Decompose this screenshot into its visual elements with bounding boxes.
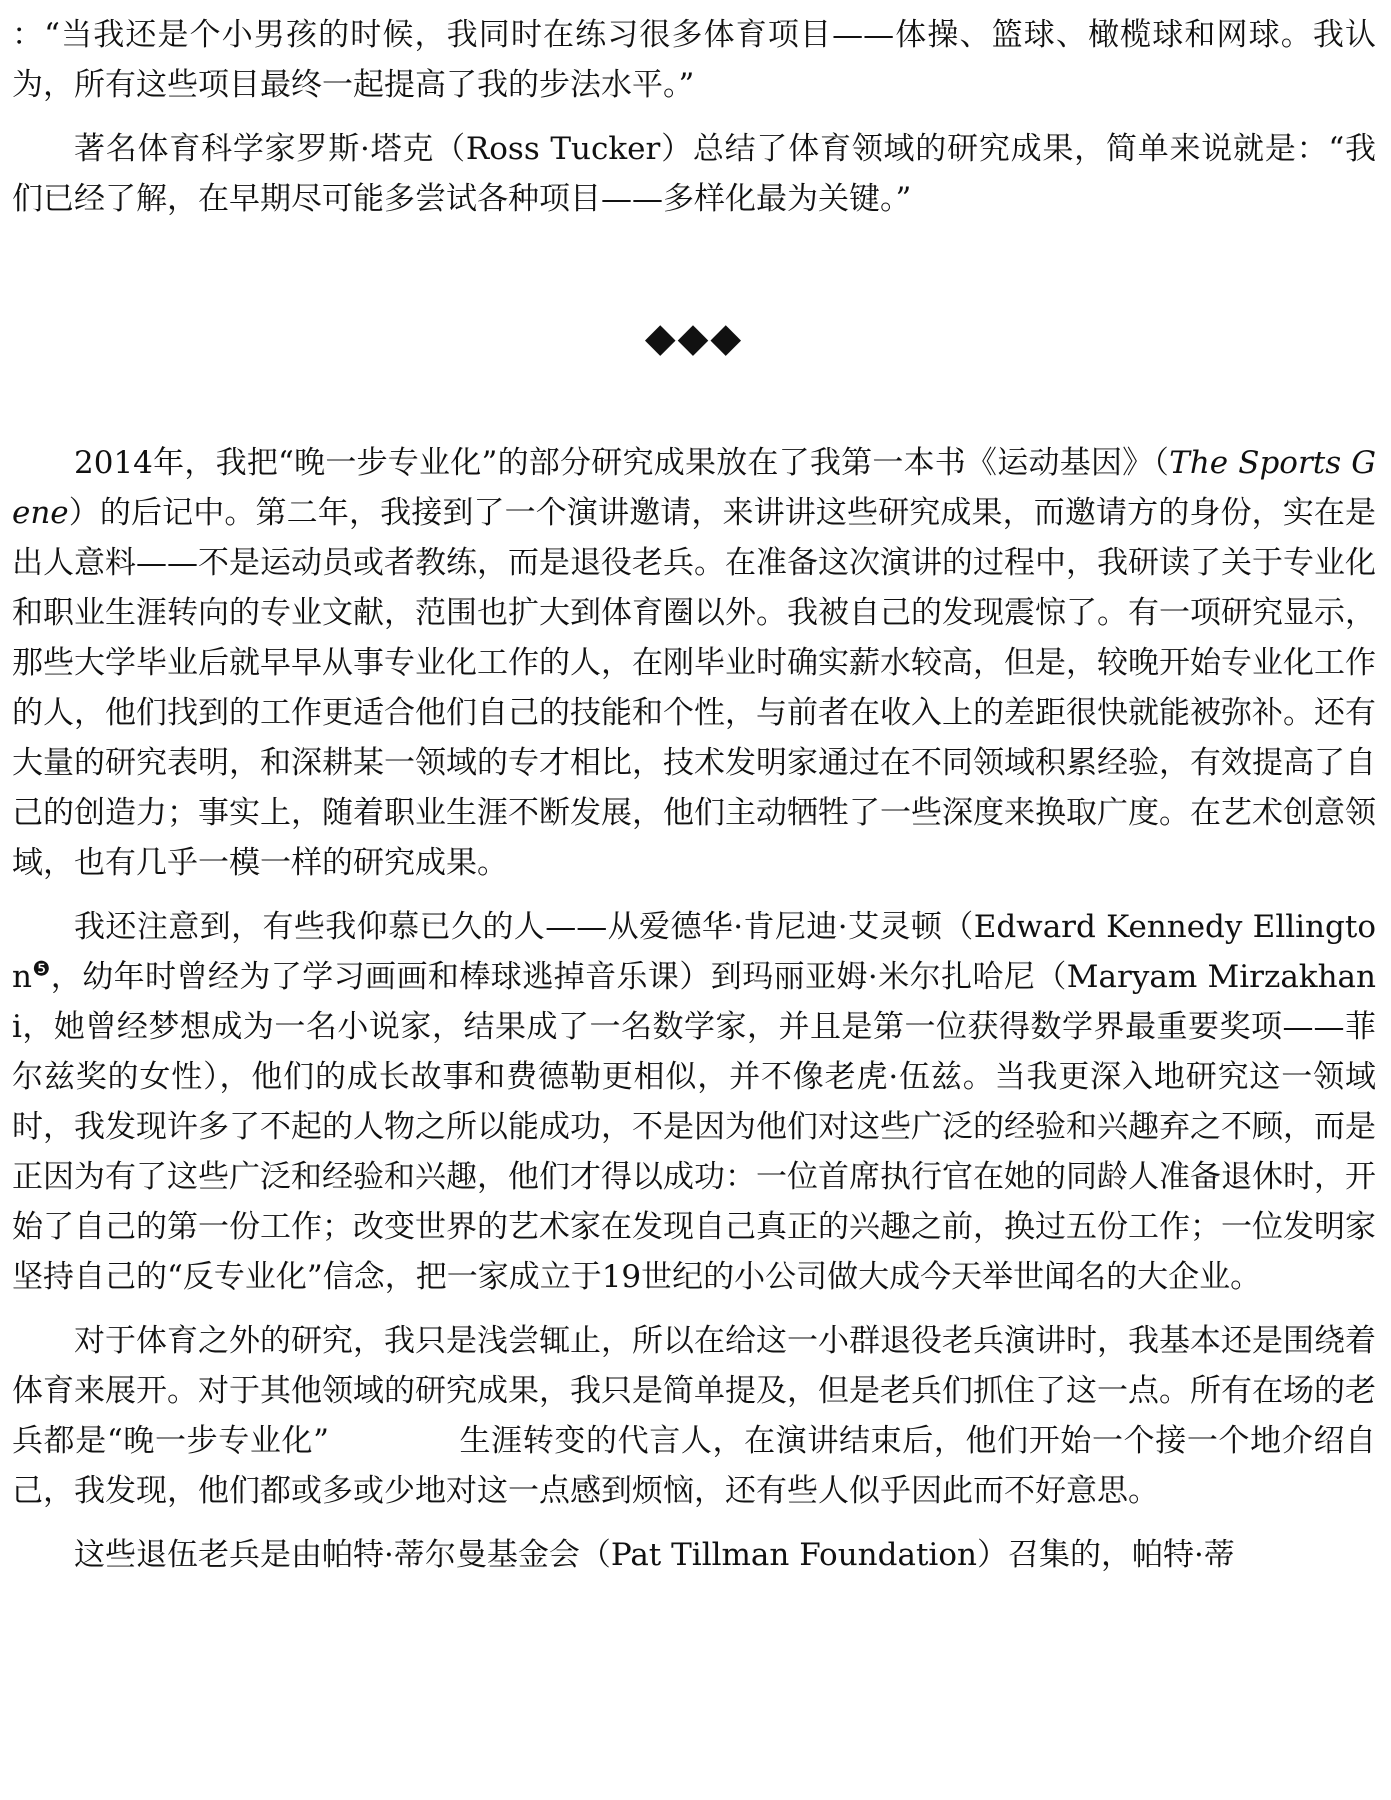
text-run: 我还注意到，有些我仰慕已久的人——从爱德华·肯尼迪·艾灵顿（Edward Kennedy Ellington: [12, 909, 1376, 995]
diamond-ornament-icon: ◆◆◆: [644, 315, 744, 361]
text-run: ）的后记中。第二年，我接到了一个演讲邀请，来讲讲这些研究成果，而邀请方的身份，实在是出人意料——不是运动员或者教练，而是退役老兵。在准备这次演讲的过程中，我研读了关于专业化和职业生涯转向的专业文献，范围也扩大到体育圈以外。我被自己的发现震惊了。有一项研究显示，那些大学毕业后就早早从事专业化工作的人，在刚毕业时确实薪水较高，但是，较晚开始专业化工作的人，他们找到的工作更适合他们自己的技能和个性，与前者在收入上的差距很快就能被弥补。还有大量的研究表明，和深耕某一领域的专才相比，技术发明家通过在不同领域积累经验，有效提高了自己的创造力；事实上，随着职业生涯不断发展，他们主动牺牲了一些深度来换取广度。在艺术创意领域，也有几乎一模一样的研究成果。: [12, 495, 1376, 881]
text-run: 生涯转变的代言人，在演讲结束后，他们开始一个接一个地介绍自己，我发现，他们都或多或少地对这一点感到烦恼，还有些人似乎因此而不好意思。: [12, 1423, 1377, 1509]
book-title-english: The Sports Gene: [12, 445, 1376, 531]
text-run: 2014年，我把“晚一步专业化”的部分研究成果放在了我第一本书《运动基因》（: [74, 445, 1170, 481]
paragraph-veterans-speech: [12, 1316, 1376, 1516]
paragraph-ross-tucker: 著名体育科学家罗斯·塔克（Ross Tucker）总结了体育领域的研究成果，简单来说就是：“我们已经了解，在早期尽可能多尝试各种项目——多样化最为关键。”: [12, 131, 1376, 217]
paragraph-quote-ending: ：“当我还是个小男孩的时候，我同时在练习很多体育项目——体操、篮球、橄榄球和网球。我认为，所有这些项目最终一起提高了我的步法水平。”: [12, 17, 1376, 103]
paragraph-tillman-foundation: 这些退伍老兵是由帕特·蒂尔曼基金会（Pat Tillman Foundation）召集的，帕特·蒂: [74, 1537, 1235, 1573]
text-run: 对于体育之外的研究，我只是浅尝辄止，所以在给这一小群退役老兵演讲时，我基本还是围绕着体育来展开。对于其他领域的研究成果，我只是简单提及，但是老兵们抓住了这一点。所有在场的老兵都是“晚一步专业化”: [12, 1323, 1376, 1459]
book-page: [12, 10, 1376, 1594]
paragraph-ellington-mirzakhani: [12, 902, 1376, 1302]
footnote-marker[interactable]: ❺: [31, 956, 51, 981]
text-run: ，幼年时曾经为了学习画画和棒球逃掉音乐课）到玛丽亚姆·米尔扎哈尼（Maryam Mirzakhani，她曾经梦想成为一名小说家，结果成了一名数学家，并且是第一位获得数学界最重要奖项——菲尔兹奖的女性），他们的成长故事和费德勒更相似，并不像老虎·伍兹。当我更深入地研究这一领域时，我发现许多了不起的人物之所以能成功，不是因为他们对这些广泛的经验和兴趣弃之不顾，而是正因为有了这些广泛和经验和兴趣，他们才得以成功：一位首席执行官在她的同龄人准备退休时，开始了自己的第一份工作；改变世界的艺术家在发现自己真正的兴趣之前，换过五份工作；一位发明家坚持自己的“反专业化”信念，把一家成立于19世纪的小公司做大成今天举世闻名的大企业。: [12, 959, 1376, 1295]
paragraph-sports-gene: [12, 438, 1376, 888]
section-separator: [12, 238, 1376, 438]
